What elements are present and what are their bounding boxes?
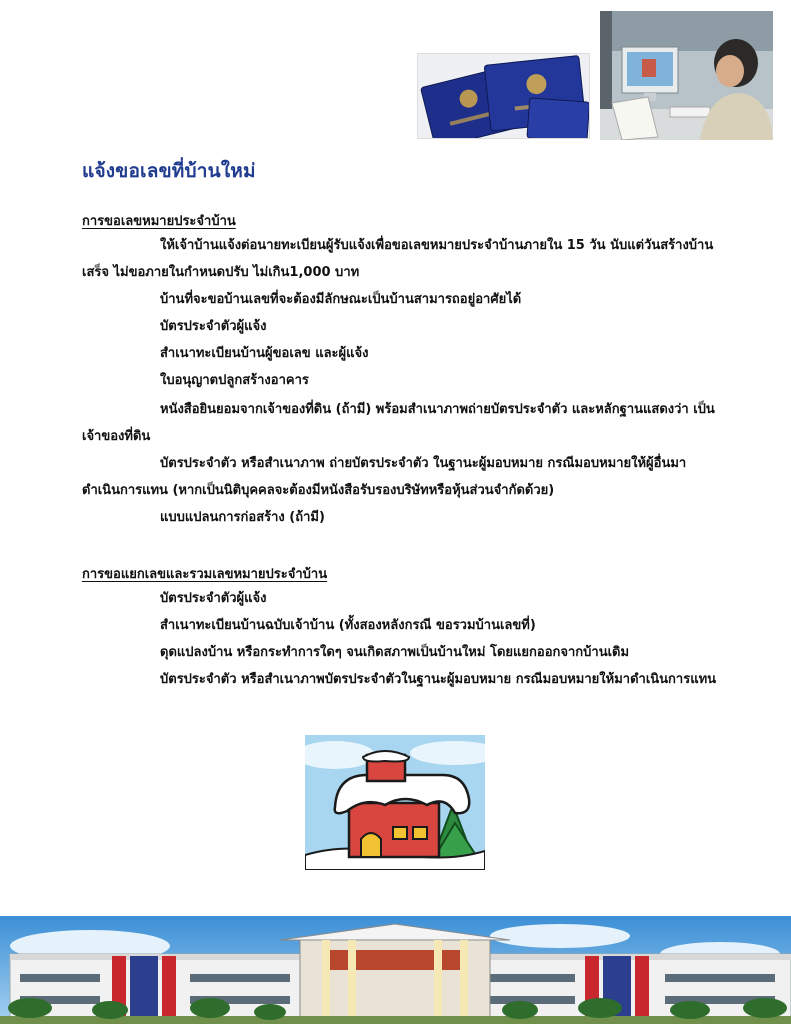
requirement-line: บัตรประจำตัวผู้แจ้ง bbox=[160, 319, 267, 334]
requirement-line: บัตรประจำตัว หรือสำเนาภาพ ถ่ายบัตรประจำตัว ในฐานะผู้มอบหมาย กรณีมอบหมายให้ผู้อื่นมา bbox=[160, 456, 687, 471]
requirement-line: ดุดแปลงบ้าน หรือกระทำการใดๆ จนเกิดสภาพเป็นบ้านใหม่ โดยแยกออกจากบ้านเดิม bbox=[160, 645, 630, 660]
requirement-line: ดำเนินการแทน (หากเป็นนิติบุคคลจะต้องมีหนังสือรับรองบริษัทหรือหุ้นส่วนจำกัดด้วย) bbox=[82, 483, 555, 498]
page-title: แจ้งขอเลขที่บ้านใหม่ bbox=[82, 160, 256, 182]
requirement-line: บัตรประจำตัว หรือสำเนาภาพบัตรประจำตัวในฐานะผู้มอบหมาย กรณีมอบหมายให้มาดำเนินการแทน bbox=[160, 672, 717, 687]
requirement-line: บัตรประจำตัวผู้แจ้ง bbox=[160, 591, 267, 606]
requirement-line: แบบแปลนการก่อสร้าง (ถ้ามี) bbox=[160, 510, 325, 525]
requirement-line: บ้านที่จะขอบ้านเลขที่จะต้องมีลักษณะเป็นบ้านสามารถอยู่อาศัยได้ bbox=[160, 292, 522, 307]
section-heading-house-number: การขอเลขหมายประจำบ้าน bbox=[82, 214, 236, 229]
school-building-banner bbox=[0, 916, 791, 1024]
requirement-line: เจ้าของที่ดิน bbox=[82, 429, 151, 444]
paragraph-line: เสร็จ ไม่ขอภายในกำหนดปรับ ไม่เกิน1,000 บาท bbox=[82, 265, 360, 280]
requirement-line: หนังสือยินยอมจากเจ้าของที่ดิน (ถ้ามี) พร้อมสำเนาภาพถ่ายบัตรประจำตัว และหลักฐานแสดงว่า เป็น bbox=[160, 402, 715, 417]
requirement-line: สำเนาทะเบียนบ้านผู้ขอเลข และผู้แจ้ง bbox=[160, 346, 369, 361]
requirement-line: สำเนาทะเบียนบ้านฉบับเจ้าบ้าน (ทั้งสองหลังกรณี ขอรวมบ้านเลขที่) bbox=[160, 618, 536, 633]
house-registration-book-photo bbox=[417, 53, 590, 139]
snowy-house-clipart bbox=[305, 735, 485, 870]
requirement-line: ใบอนุญาตปลูกสร้างอาคาร bbox=[160, 373, 309, 388]
section-heading-split-merge: การขอแยกเลขและรวมเลขหมายประจำบ้าน bbox=[82, 567, 328, 582]
paragraph-line: ให้เจ้าบ้านแจ้งต่อนายทะเบียนผู้รับแจ้งเพื่อขอเลขหมายประจำบ้านภายใน 15 วัน นับแต่วันสร้างบ้าน bbox=[160, 238, 714, 253]
office-worker-computer-photo bbox=[600, 11, 773, 140]
